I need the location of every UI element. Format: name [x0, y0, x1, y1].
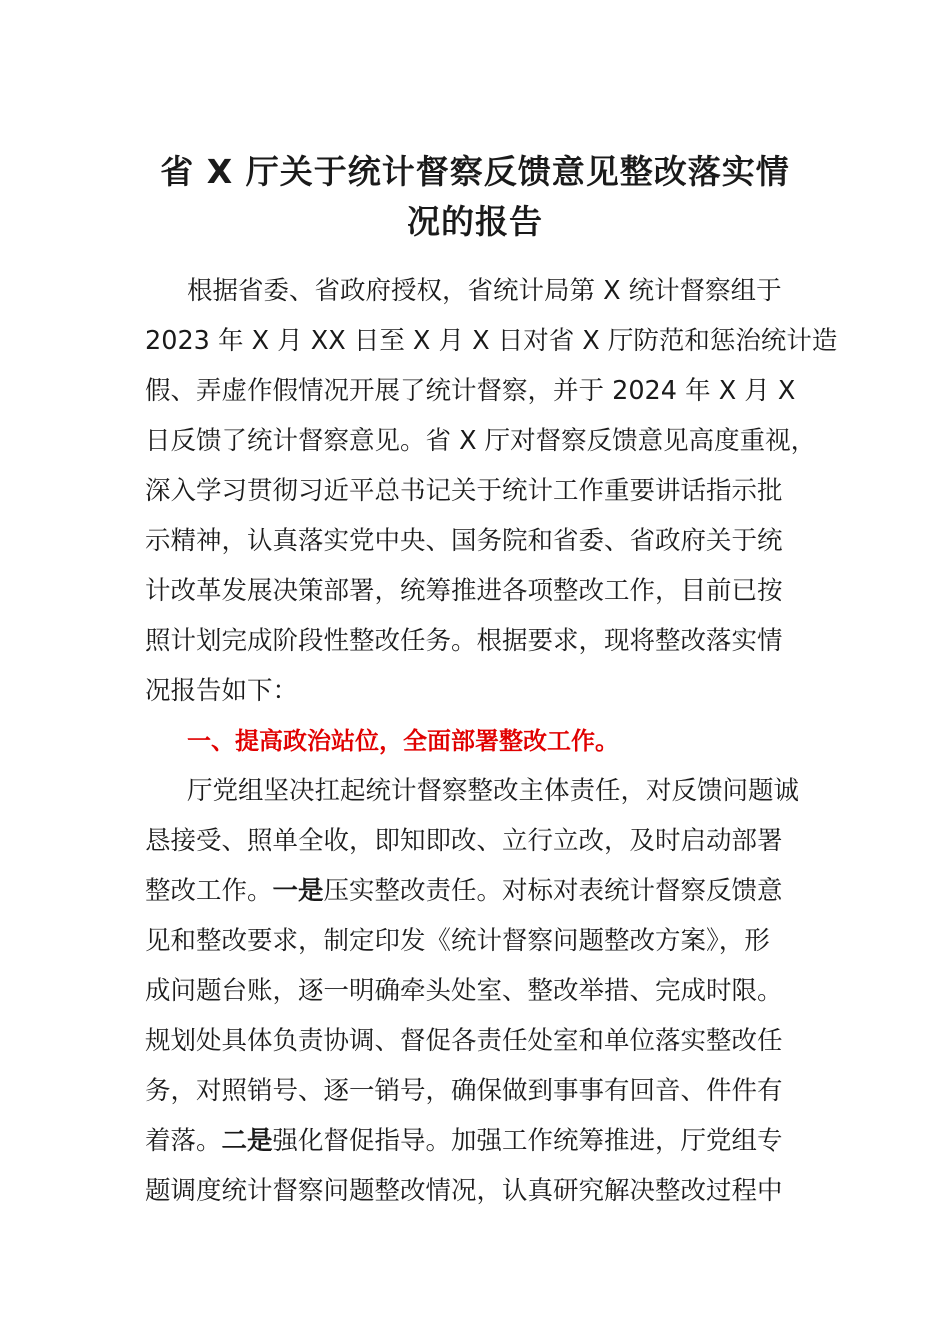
- paragraph-2-line: 成问题台账，逐一明确牵头处室、整改举措、完成时限。: [145, 976, 783, 1006]
- text-run: 着落。: [145, 1126, 222, 1156]
- paragraph-2-line: 题调度统计督察问题整改情况，认真研究解决整改过程中: [145, 1176, 783, 1206]
- paragraph-1-line: 照计划完成阶段性整改任务。根据要求，现将整改落实情: [145, 626, 783, 656]
- paragraph-2-line: 厅党组坚决扛起统计督察整改主体责任，对反馈问题诚: [187, 776, 800, 806]
- paragraph-1-line: 根据省委、省政府授权，省统计局第 X 统计督察组于: [187, 276, 782, 306]
- document-body: [145, 266, 838, 1216]
- paragraph-2-line: 务，对照销号、逐一销号，确保做到事事有回音、件件有: [145, 1076, 783, 1106]
- paragraph-1-line: 深入学习贯彻习近平总书记关于统计工作重要讲话指示批: [145, 476, 783, 506]
- document-title-line-1: 省 X 厅关于统计督察反馈意见整改落实情: [160, 152, 790, 191]
- paragraph-1-line: 示精神，认真落实党中央、国务院和省委、省政府关于统: [145, 526, 783, 556]
- section-1-heading: 一、提高政治站位，全面部署整改工作。: [187, 727, 619, 755]
- paragraph-2-line: 见和整改要求，制定印发《统计督察问题整改方案》，形: [145, 926, 770, 956]
- paragraph-2-line: 恳接受、照单全收，即知即改、立行立改，及时启动部署: [145, 826, 783, 856]
- text-run: 强化督促指导。加强工作统筹推进，厅党组专: [272, 1126, 783, 1156]
- paragraph-2-line: [145, 1116, 815, 1166]
- bold-marker-er-shi: 二是: [221, 1126, 273, 1156]
- text-run: 压实整改责任。对标对表统计督察反馈意: [323, 876, 783, 906]
- document-title-line-2: 况的报告: [407, 202, 543, 241]
- bold-marker-yi-shi: 一是: [272, 876, 324, 906]
- paragraph-2-line: [145, 866, 815, 916]
- paragraph-1-line: 况报告如下：: [145, 676, 299, 706]
- paragraph-1-line: 日反馈了统计督察意见。省 X 厅对督察反馈意见高度重视，: [145, 426, 817, 456]
- paragraph-1-line: 2023 年 X 月 XX 日至 X 月 X 日对省 X 厅防范和惩治统计造: [145, 326, 838, 356]
- text-run: 整改工作。: [145, 876, 273, 906]
- paragraph-1-line: 计改革发展决策部署，统筹推进各项整改工作，目前已按: [145, 576, 783, 606]
- paragraph-1-line: 假、弄虚作假情况开展了统计督察，并于 2024 年 X 月 X: [145, 376, 796, 406]
- paragraph-2-line: 规划处具体负责协调、督促各责任处室和单位落实整改任: [145, 1026, 783, 1056]
